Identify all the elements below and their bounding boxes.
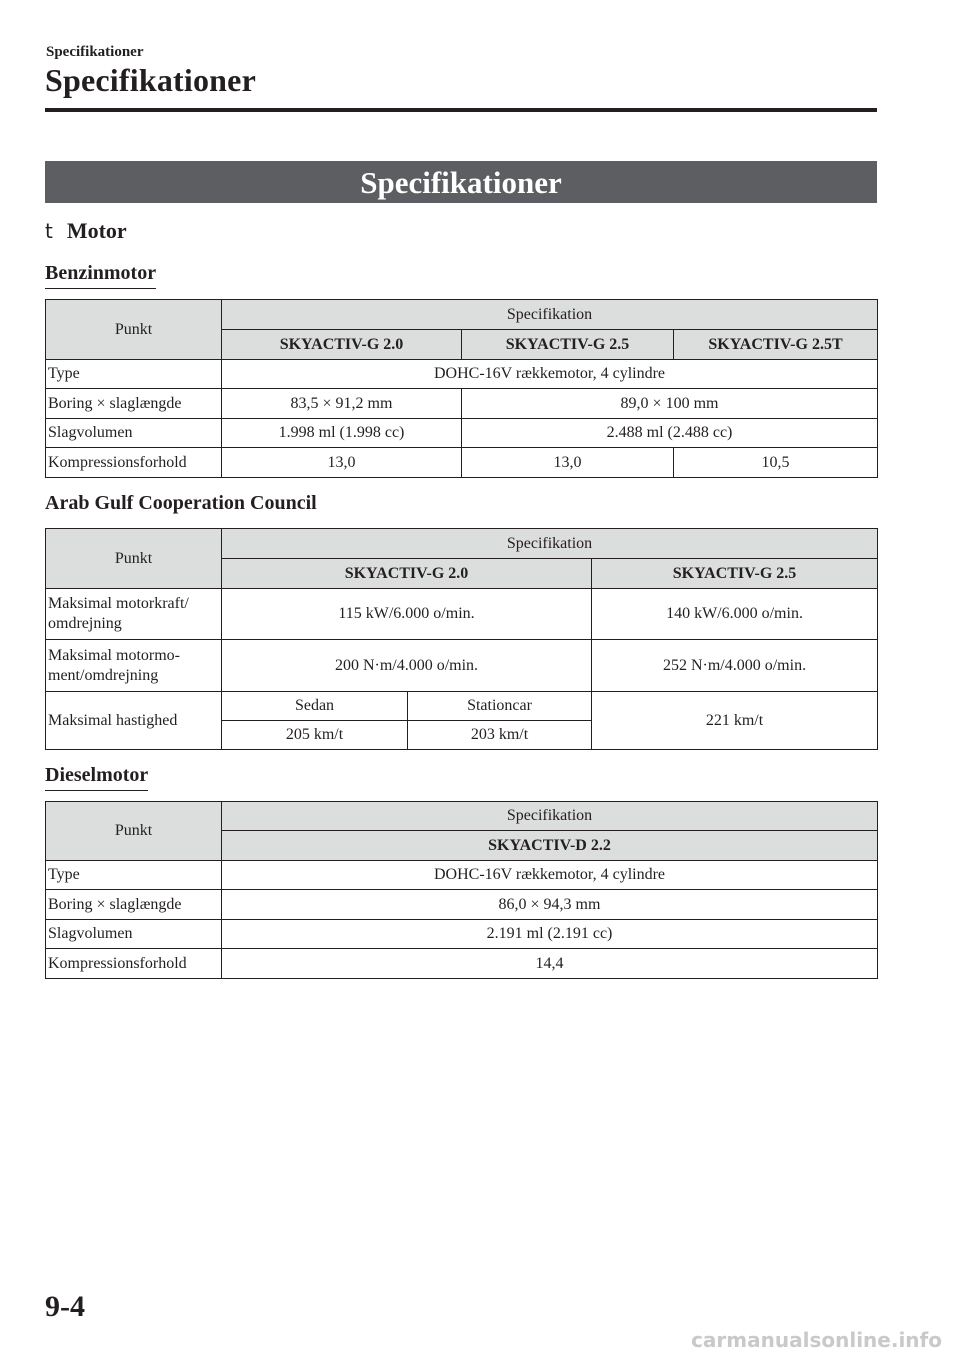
gulf-variant: SKYACTIV-G 2.5: [592, 559, 878, 589]
cell-value: 252 N·m/4.000 o/min.: [592, 640, 878, 692]
row-label: Boring × slaglængde: [46, 890, 222, 920]
gulf-col-item: Punkt: [46, 529, 222, 589]
section-banner: Specifikationer: [45, 161, 877, 203]
table-row: [46, 640, 878, 692]
gulf-title: Arab Gulf Cooperation Council: [45, 492, 317, 514]
cell-value: 203 km/t: [408, 721, 592, 750]
cell-value: 200 N·m/4.000 o/min.: [222, 640, 592, 692]
row-label: Kompressionsforhold: [46, 448, 222, 478]
cell-value: DOHC-16V rækkemotor, 4 cylindre: [222, 861, 878, 890]
row-label: Maksimal hastighed: [46, 692, 222, 750]
table-row: [46, 692, 878, 721]
table-row: [46, 589, 878, 640]
diesel-table: [45, 801, 878, 979]
diesel-col-item: Punkt: [46, 802, 222, 861]
row-label: Maksimal motorkraft/ omdrejning: [46, 589, 222, 640]
table-row: [46, 360, 878, 389]
benzin-variant: SKYACTIV-G 2.5: [462, 330, 674, 360]
cell-value: 2.488 ml (2.488 cc): [462, 419, 878, 448]
cell-value: 89,0 × 100 mm: [462, 389, 878, 419]
table-row: [46, 389, 878, 419]
row-label: Kompressionsforhold: [46, 949, 222, 979]
table-row: [46, 920, 878, 949]
table-row: [46, 448, 878, 478]
benzin-variant: SKYACTIV-G 2.0: [222, 330, 462, 360]
benzin-table: [45, 299, 878, 478]
table-row: [46, 949, 878, 979]
table-row: [46, 890, 878, 920]
breadcrumb: Specifikationer: [46, 44, 144, 60]
cell-value: Stationcar: [408, 692, 592, 721]
table-row: [46, 419, 878, 448]
bullet-icon: t: [45, 219, 53, 243]
cell-value: Sedan: [222, 692, 408, 721]
motor-heading: [45, 218, 127, 244]
cell-value: 13,0: [462, 448, 674, 478]
diesel-col-spec: Specifikation: [222, 802, 878, 831]
cell-value: 140 kW/6.000 o/min.: [592, 589, 878, 640]
benzin-col-item: Punkt: [46, 300, 222, 360]
row-label: Maksimal motormo- ment/omdrejning: [46, 640, 222, 692]
cell-value: 86,0 × 94,3 mm: [222, 890, 878, 920]
cell-value: 221 km/t: [592, 692, 878, 750]
cell-value: DOHC-16V rækkemotor, 4 cylindre: [222, 360, 878, 389]
row-label: Slagvolumen: [46, 419, 222, 448]
benzin-variant: SKYACTIV-G 2.5T: [674, 330, 878, 360]
cell-value: 13,0: [222, 448, 462, 478]
cell-value: 1.998 ml (1.998 cc): [222, 419, 462, 448]
cell-value: 10,5: [674, 448, 878, 478]
cell-value: 14,4: [222, 949, 878, 979]
page-number: 9-4: [45, 1290, 85, 1323]
cell-value: 205 km/t: [222, 721, 408, 750]
row-label: Type: [46, 861, 222, 890]
motor-heading-label: Motor: [66, 218, 127, 243]
chapter-title: Specifikationer: [45, 62, 256, 98]
table-row: [46, 861, 878, 890]
diesel-variant: SKYACTIV-D 2.2: [222, 831, 878, 861]
row-label: Type: [46, 360, 222, 389]
row-label: Slagvolumen: [46, 920, 222, 949]
gulf-table: [45, 528, 878, 750]
benzin-col-spec: Specifikation: [222, 300, 878, 330]
cell-value: 83,5 × 91,2 mm: [222, 389, 462, 419]
cell-value: 115 kW/6.000 o/min.: [222, 589, 592, 640]
gulf-variant: SKYACTIV-G 2.0: [222, 559, 592, 589]
row-label: Boring × slaglængde: [46, 389, 222, 419]
benzin-title: Benzinmotor: [45, 261, 156, 289]
diesel-title: Dieselmotor: [45, 763, 148, 791]
watermark: carmanualsonline.info: [691, 1328, 942, 1352]
cell-value: 2.191 ml (2.191 cc): [222, 920, 878, 949]
header-rule: [45, 108, 877, 112]
gulf-col-spec: Specifikation: [222, 529, 878, 559]
